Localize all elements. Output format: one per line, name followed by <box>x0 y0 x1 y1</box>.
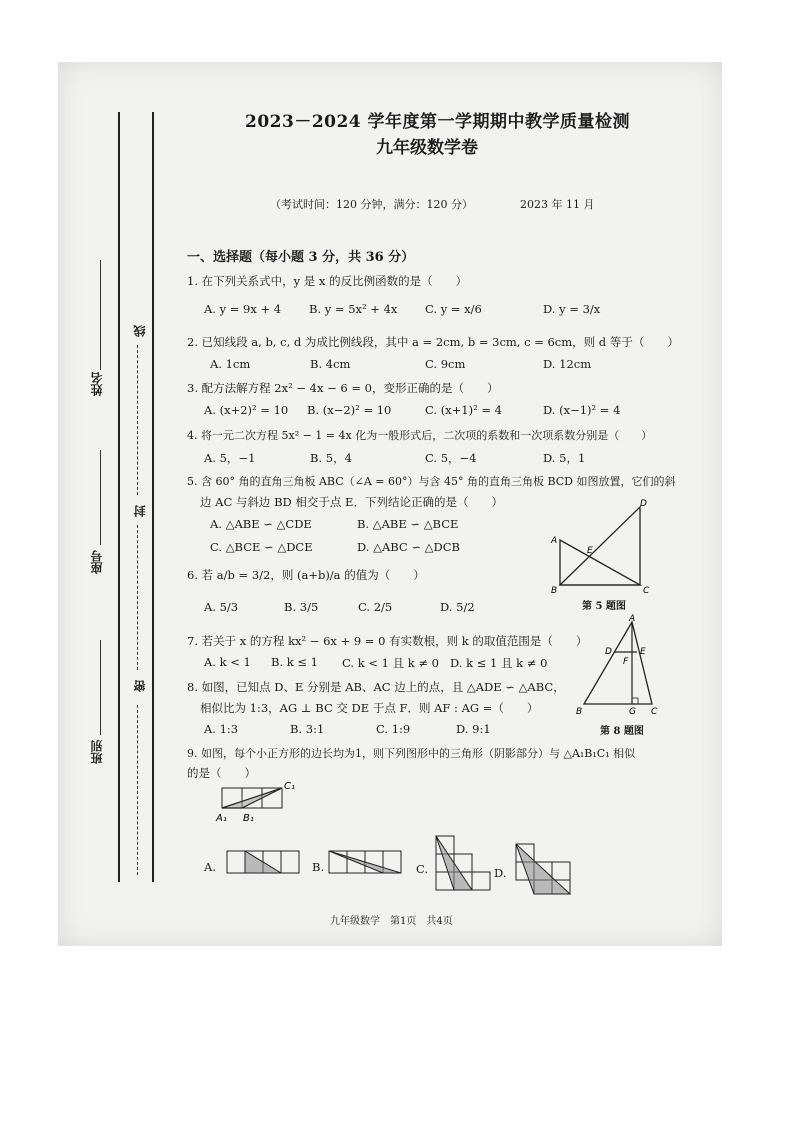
q2-option-a: A. 1cm <box>210 357 251 371</box>
q8-stem-line2: 相似比为 1:3，AG ⊥ BC 交 DE 于点 F．则 AF : AG =（ ） <box>200 701 539 715</box>
q7-option-b: B. k ≤ 1 <box>271 655 318 669</box>
class-label: 班别 <box>90 740 104 764</box>
q4-option-b: B. 5，4 <box>310 451 352 465</box>
section-1-title: 一、选择题（每小题 3 分，共 36 分） <box>187 250 415 265</box>
exam-title: 2023－2024 学年度第一学期期中教学质量检测 <box>245 112 631 132</box>
q9-option-b-label: B. <box>312 860 325 874</box>
q1-option-d: D. y = 3/x <box>543 302 601 316</box>
q1-option-b: B. y = 5x² + 4x <box>309 302 398 316</box>
q3-stem: 3. 配方法解方程 2x² − 4x − 6 = 0，变形正确的是（ ） <box>187 381 499 395</box>
q5-option-b: B. △ABE ∽ △BCE <box>357 517 459 531</box>
q2-option-c: C. 9cm <box>425 357 466 371</box>
label-c1: C₁ <box>284 781 295 792</box>
q6-option-c: C. 2/5 <box>358 600 393 614</box>
q6-stem: 6. 若 a/b = 3/2，则 (a+b)/a 的值为（ ） <box>187 568 425 582</box>
q8-figure-caption: 第 8 题图 <box>600 726 644 737</box>
fig5-label-b: B <box>551 586 558 596</box>
name-label: 姓名 <box>90 372 104 396</box>
q4-stem: 4. 将一元二次方程 5x² − 1 = 4x 化为一般形式后，二次项的系数和一次项系数分别是（ ） <box>187 429 653 442</box>
binding-seal-char: 封 <box>133 505 147 517</box>
q7-option-a: A. k < 1 <box>204 655 251 669</box>
q5-option-d: D. △ABC ∽ △DCB <box>357 540 460 554</box>
q1-stem: 1. 在下列关系式中，y 是 x 的反比例函数的是（ ） <box>187 274 468 288</box>
fig8-label-b: B <box>576 707 583 717</box>
q5-option-c: C. △BCE ∽ △DCE <box>210 540 313 554</box>
q7-option-c: C. k < 1 且 k ≠ 0 <box>342 656 439 670</box>
q7-stem: 7. 若关于 x 的方程 kx² − 6x + 9 = 0 有实数根，则 k 的取值范围是（ ） <box>187 634 588 648</box>
fig8-label-e: E <box>640 647 646 657</box>
binding-secret-char: 密 <box>133 680 147 692</box>
class-underline <box>100 640 101 735</box>
q8-option-d: D. 9:1 <box>456 722 491 736</box>
q1-option-c: C. y = x/6 <box>425 302 482 316</box>
q9-option-b-figure <box>328 848 408 878</box>
q9-stem: 9. 如图，每个小正方形的边长均为1，则下列图形中的三角形（阴影部分）与 △A₁B₁C₁ 相似 <box>187 747 636 760</box>
q5-figure-caption: 第 5 题图 <box>582 601 626 612</box>
q6-option-d: D. 5/2 <box>440 600 475 614</box>
fig8-label-c: C <box>651 707 658 717</box>
fig5-label-e: E <box>587 546 593 556</box>
q7-option-d: D. k ≤ 1 且 k ≠ 0 <box>450 656 548 670</box>
fig8-label-f: F <box>623 657 629 667</box>
exam-date: 2023 年 11 月 <box>520 198 595 211</box>
q5-stem: 5. 含 60° 角的直角三角板 ABC（∠A = 60°）与含 45° 角的直角三角板 BCD 如图放置，它们的斜 <box>187 475 676 488</box>
q2-option-b: B. 4cm <box>310 357 351 371</box>
q3-option-a: A. (x+2)² = 10 <box>204 403 289 417</box>
q8-figure <box>572 612 667 720</box>
fig8-triangle-abc <box>584 622 652 704</box>
label-a1: A₁ <box>216 813 227 824</box>
binding-line-char: 线 <box>133 325 147 337</box>
binding-line-outer <box>118 112 120 882</box>
fig8-label-d: D <box>605 647 612 657</box>
q4-option-d: D. 5，1 <box>543 451 586 465</box>
exam-info: （考试时间：120 分钟，满分：120 分） <box>270 198 473 211</box>
seat-label: 座号 <box>90 550 104 574</box>
q2-option-d: D. 12cm <box>543 357 592 371</box>
q6-option-b: B. 3/5 <box>284 600 319 614</box>
fig5-label-c: C <box>643 586 650 596</box>
q3-option-d: D. (x−1)² = 4 <box>543 403 621 417</box>
fig5-label-a: A <box>551 536 558 546</box>
fig5-label-d: D <box>640 499 647 509</box>
q8-option-a: A. 1:3 <box>204 722 239 736</box>
fig8-right-angle <box>632 698 638 704</box>
q9-option-d-label: D. <box>494 866 507 880</box>
q3-option-b: B. (x−2)² = 10 <box>307 403 392 417</box>
q6-option-a: A. 5/3 <box>204 600 239 614</box>
q9-option-c-label: C. <box>416 862 429 876</box>
label-b1: B₁ <box>243 813 254 824</box>
q8-option-b: B. 3:1 <box>290 722 325 736</box>
page-footer: 九年级数学 第1页 共4页 <box>330 916 453 927</box>
q9-stem-line2: 的是（ ） <box>187 766 256 780</box>
q9-option-a-figure <box>226 848 306 878</box>
q2-stem: 2. 已知线段 a, b, c, d 为成比例线段，其中 a = 2cm, b = 3cm, c = 6cm，则 d 等于（ ） <box>187 335 679 349</box>
q4-option-a: A. 5，−1 <box>204 451 256 465</box>
fig8-label-a: A <box>629 614 636 624</box>
binding-dash-1 <box>137 345 139 495</box>
q3-option-c: C. (x+1)² = 4 <box>425 403 502 417</box>
q8-option-c: C. 1:9 <box>376 722 411 736</box>
q5-option-a: A. △ABE ∽ △CDE <box>210 517 312 531</box>
binding-dash-3 <box>137 705 139 875</box>
q1-option-a: A. y = 9x + 4 <box>204 302 282 316</box>
q5-figure <box>545 495 660 600</box>
fig5-triangle-bcd <box>560 507 640 585</box>
q4-option-c: C. 5，−4 <box>425 451 477 465</box>
q9-option-c-figure <box>432 832 492 896</box>
binding-dash-2 <box>137 525 139 670</box>
name-underline <box>100 260 101 370</box>
q9-option-a-label: A. <box>204 860 216 874</box>
q9-option-d-figure <box>512 840 592 898</box>
q9-reference-figure <box>212 780 312 830</box>
q5-stem-line2: 边 AC 与斜边 BD 相交于点 E．下列结论正确的是（ ） <box>200 495 503 509</box>
binding-line-inner <box>152 112 154 882</box>
exam-subtitle: 九年级数学卷 <box>376 138 478 158</box>
q8-stem: 8. 如图，已知点 D、E 分别是 AB、AC 边上的点，且 △ADE ∽ △ABC， <box>187 680 565 694</box>
seat-underline <box>100 450 101 545</box>
fig8-label-g: G <box>629 707 636 717</box>
q9-triangle-a1b1c1 <box>222 788 282 808</box>
